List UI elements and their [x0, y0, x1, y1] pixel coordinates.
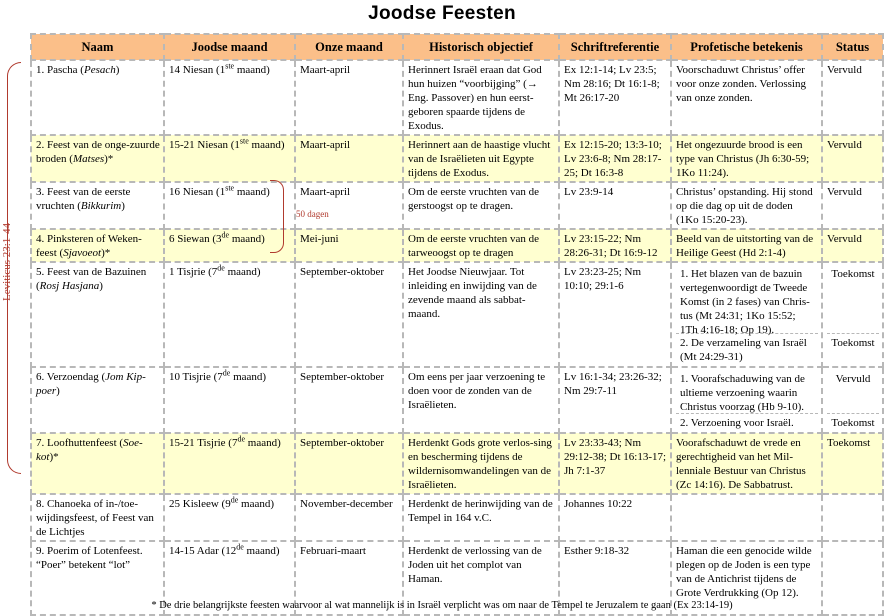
- table-row: [31, 262, 883, 367]
- reference-cell: Lv 23:9-14: [559, 182, 671, 229]
- table-row: [31, 494, 883, 541]
- name-cell: [31, 182, 164, 229]
- table-row: [31, 135, 883, 182]
- name-text: 3. Feest van de eerste vruchten (: [36, 186, 131, 212]
- table-row: [31, 60, 883, 135]
- name-cell: [31, 229, 164, 262]
- jewish-month-cell: [164, 433, 295, 494]
- name-cell: [31, 494, 164, 541]
- our-month-cell: Maart-april: [295, 135, 403, 182]
- our-month-cell: September-oktober: [295, 433, 403, 494]
- prophetic-cell: Christus’ opstanding. Hij stond op die dag op uit de doden (1Ko 15:20-23).: [671, 182, 822, 229]
- reference-cell: Lv 23:33-43; Nm 29:12-38; Dt 16:13-17; Jh 7:1-37: [559, 433, 671, 494]
- ordinal-suffix: de: [221, 230, 230, 240]
- name-text: 2. Feest van de onge-zuurde broden (: [36, 139, 160, 165]
- prophetic-cell: [671, 494, 822, 541]
- header-schriftreferentie: Schriftreferentie: [559, 34, 671, 60]
- table-row: [31, 229, 883, 262]
- name-hebrew: Bikkurim: [80, 200, 122, 212]
- prophetic-cell: Haman die een genocide wilde plegen op de Joden is een type van de Antichrist tijdens de Grote Verdrukking (Op 12).: [671, 541, 822, 615]
- name-text: 4. Pinksteren of Weken-feest (: [36, 233, 142, 259]
- name-cell: [31, 367, 164, 433]
- jewish-month-suffix: maand): [245, 437, 281, 449]
- jewish-month-suffix: maand): [230, 371, 267, 383]
- header-joodse-maand: Joodse maand: [164, 34, 295, 60]
- jewish-month-text: 16 Niesan (1: [169, 186, 226, 198]
- footnote: * De drie belangrijkste feesten waarvoor al wat mannelijk is in Israël verplicht was om naar de Tempel te Jeruzalem te gaan (Ex 23:14-19): [151, 600, 733, 611]
- name-text: 8. Chanoeka of in-/toe-wijdingsfeest, of Feest van de Lichtjes: [36, 498, 154, 538]
- name-text: 1. Pascha (: [36, 64, 84, 76]
- jewish-month-cell: [164, 262, 295, 367]
- name-text: 5. Feest van de Bazuinen (: [36, 266, 147, 292]
- reference-cell: Lv 23:23-25; Nm 10:10; 29:1-6: [559, 262, 671, 367]
- ordinal-suffix: de: [230, 495, 239, 505]
- status-cell: Vervuld: [822, 135, 883, 182]
- fifty-days-bracket: [270, 180, 284, 253]
- status-part-2: Toekomst: [827, 333, 879, 351]
- name-cell: [31, 433, 164, 494]
- prophetic-part-1: 1. Voorafschaduwing van de ultieme verzoening waarin Christus voorzag (Hb 9-10).: [680, 373, 805, 413]
- header-row: [31, 34, 883, 60]
- historical-cell: Om eens per jaar verzoening te doen voor de zonden van de Israëlieten.: [403, 367, 559, 433]
- jewish-month-cell: [164, 494, 295, 541]
- name-suffix: )*: [49, 451, 59, 463]
- jewish-month-cell: [164, 60, 295, 135]
- prophetic-cell: [671, 262, 822, 367]
- table-row: [31, 182, 883, 229]
- jewish-month-text: 14-15 Adar (12: [169, 545, 237, 557]
- our-month-cell: September-oktober: [295, 367, 403, 433]
- header-profetische-betekenis: Profetische betekenis: [671, 34, 822, 60]
- table-row: [31, 367, 883, 433]
- jewish-month-text: 14 Niesan (1: [169, 64, 226, 76]
- status-part-2: Toekomst: [827, 413, 879, 431]
- ordinal-suffix: de: [237, 434, 246, 444]
- name-hebrew: Rosj Hasjana: [39, 280, 100, 292]
- name-suffix: )*: [101, 247, 111, 259]
- reference-cell: Lv 23:15-22; Nm 28:26-31; Dt 16:9-12: [559, 229, 671, 262]
- header-status: Status: [822, 34, 883, 60]
- ordinal-suffix: de: [236, 542, 244, 552]
- historical-cell: Om de eerste vruchten van de tarweoogst op te dragen: [403, 229, 559, 262]
- jewish-month-suffix: maand): [224, 266, 261, 278]
- name-cell: [31, 262, 164, 367]
- ordinal-suffix: ste: [225, 61, 235, 71]
- leviticus-label: Leviticus 23:1-44: [1, 223, 13, 301]
- prophetic-cell: Voorafschaduwt de vrede en gerechtigheid van het Mil-lenniale Bestuur van Christus (Zc 14:16). De Sabbatrust.: [671, 433, 822, 494]
- reference-cell: Esther 9:18-32: [559, 541, 671, 615]
- prophetic-cell: [671, 367, 822, 433]
- jewish-month-text: 1 Tisjrie (7: [169, 266, 218, 278]
- status-cell: Vervuld: [822, 229, 883, 262]
- prophetic-part-2: 2. De verzameling van Israël (Mt 24:29-31): [676, 333, 818, 365]
- status-cell: Vervuld: [822, 60, 883, 135]
- name-suffix: ): [56, 385, 60, 397]
- jewish-month-text: 15-21 Tisjrie (7: [169, 437, 238, 449]
- name-hebrew: Sjavoeot: [63, 247, 102, 259]
- jewish-month-cell: [164, 367, 295, 433]
- name-text: 9. Poerim of Lotenfeest. “Poer” betekent “lot”: [36, 545, 143, 571]
- ordinal-suffix: ste: [239, 136, 249, 146]
- name-cell: [31, 60, 164, 135]
- status-part-1: Toekomst: [831, 268, 875, 280]
- our-month-cell: Mei-juni: [295, 229, 403, 262]
- historical-cell: Herdenkt de verlossing van de Joden uit het complot van Haman.: [403, 541, 559, 615]
- fifty-days-label: 50 dagen: [296, 209, 329, 219]
- prophetic-cell: Het ongezuurde brood is een type van Christus (Jh 6:30-59; 1Ko 11:24).: [671, 135, 822, 182]
- header-onze-maand: Onze maand: [295, 34, 403, 60]
- status-part-1: Vervuld: [835, 373, 871, 385]
- jewish-month-suffix: maand): [238, 498, 275, 510]
- name-suffix: )*: [104, 153, 114, 165]
- status-cell: [822, 367, 883, 433]
- jewish-month-suffix: maand): [234, 64, 270, 76]
- jewish-month-text: 6 Siewan (3: [169, 233, 222, 245]
- status-cell: Vervuld: [822, 182, 883, 229]
- status-cell: [822, 494, 883, 541]
- name-suffix: ): [121, 200, 125, 212]
- historical-cell: Om de eerste vruchten van de gerstoogst op te dragen.: [403, 182, 559, 229]
- our-month-cell: Maart-april: [295, 182, 403, 229]
- our-month-cell: November-december: [295, 494, 403, 541]
- status-cell: Toekomst: [822, 433, 883, 494]
- historical-cell: Het Joodse Nieuwjaar. Tot inleiding en inwijding van de zevende maand als sabbat-maand.: [403, 262, 559, 367]
- jewish-month-suffix: maand): [234, 186, 270, 198]
- prophetic-part-1: 1. Het blazen van de bazuin vertegenwoordigt de Tweede Komst (in 2 fases) van Chris-tus (Mt 24:31; 1Ko 15:52; 1Th 4:16-18; Op 19).: [680, 268, 810, 336]
- our-month-cell: September-oktober: [295, 262, 403, 367]
- name-hebrew: Soe-kot: [36, 437, 143, 463]
- reference-cell: Ex 12:15-20; 13:3-10; Lv 23:6-8; Nm 28:17-25; Dt 16:3-8: [559, 135, 671, 182]
- status-cell: [822, 262, 883, 367]
- ordinal-suffix: de: [222, 368, 231, 378]
- jewish-month-text: 10 Tisjrie (7: [169, 371, 223, 383]
- prophetic-part-2: 2. Verzoening voor Israël.: [676, 413, 818, 431]
- our-month-cell: Maart-april: [295, 60, 403, 135]
- ordinal-suffix: de: [217, 263, 225, 273]
- historical-cell: Herinnert aan de haastige vlucht van de Israëlieten uit Egypte tijdens de Exodus.: [403, 135, 559, 182]
- name-text: 7. Loofhuttenfeest (: [36, 437, 124, 449]
- historical-cell: Herdenkt de herinwijding van de Tempel in 164 v.C.: [403, 494, 559, 541]
- jewish-month-cell: [164, 135, 295, 182]
- jewish-month-suffix: maand): [243, 545, 280, 557]
- header-naam: Naam: [31, 34, 164, 60]
- jewish-month-suffix: maand): [229, 233, 265, 245]
- name-suffix: ): [99, 280, 103, 292]
- reference-cell: Lv 16:1-34; 23:26-32; Nm 29:7-11: [559, 367, 671, 433]
- table-row: [31, 433, 883, 494]
- prophetic-cell: Beeld van de uitstorting van de Heilige Geest (Hd 2:1-4): [671, 229, 822, 262]
- our-month-cell: Februari-maart: [295, 541, 403, 615]
- jewish-month-text: 25 Kisleew (9: [169, 498, 231, 510]
- header-historisch-objectief: Historisch objectief: [403, 34, 559, 60]
- name-hebrew: Matses: [72, 153, 105, 165]
- jewish-month-text: 15-21 Niesan (1: [169, 139, 240, 151]
- historical-cell: Herinnert Israël eraan dat God hun huizen “voorbijging” (→ Eng. Passover) en hun eerst-geboren spaarde tijdens de Exodus.: [403, 60, 559, 135]
- prophetic-cell: Voorschaduwt Christus’ offer voor onze zonden. Verlossing van onze zonden.: [671, 60, 822, 135]
- name-text: 6. Verzoendag (: [36, 371, 106, 383]
- name-hebrew: Pesach: [83, 64, 116, 76]
- feasts-table: [30, 33, 884, 616]
- ordinal-suffix: ste: [225, 183, 235, 193]
- reference-cell: Johannes 10:22: [559, 494, 671, 541]
- historical-cell: Herdenkt Gods grote verlos-sing en bescherming tijdens de wildernisomwandelingen van de Israëlieten.: [403, 433, 559, 494]
- reference-cell: Ex 12:1-14; Lv 23:5; Nm 28:16; Dt 16:1-8; Mt 26:17-20: [559, 60, 671, 135]
- jewish-month-suffix: maand): [248, 139, 285, 151]
- page-title: Joodse Feesten: [368, 3, 516, 24]
- name-suffix: ): [115, 64, 120, 76]
- name-hebrew: Jom Kip-poer: [36, 371, 146, 397]
- name-cell: [31, 135, 164, 182]
